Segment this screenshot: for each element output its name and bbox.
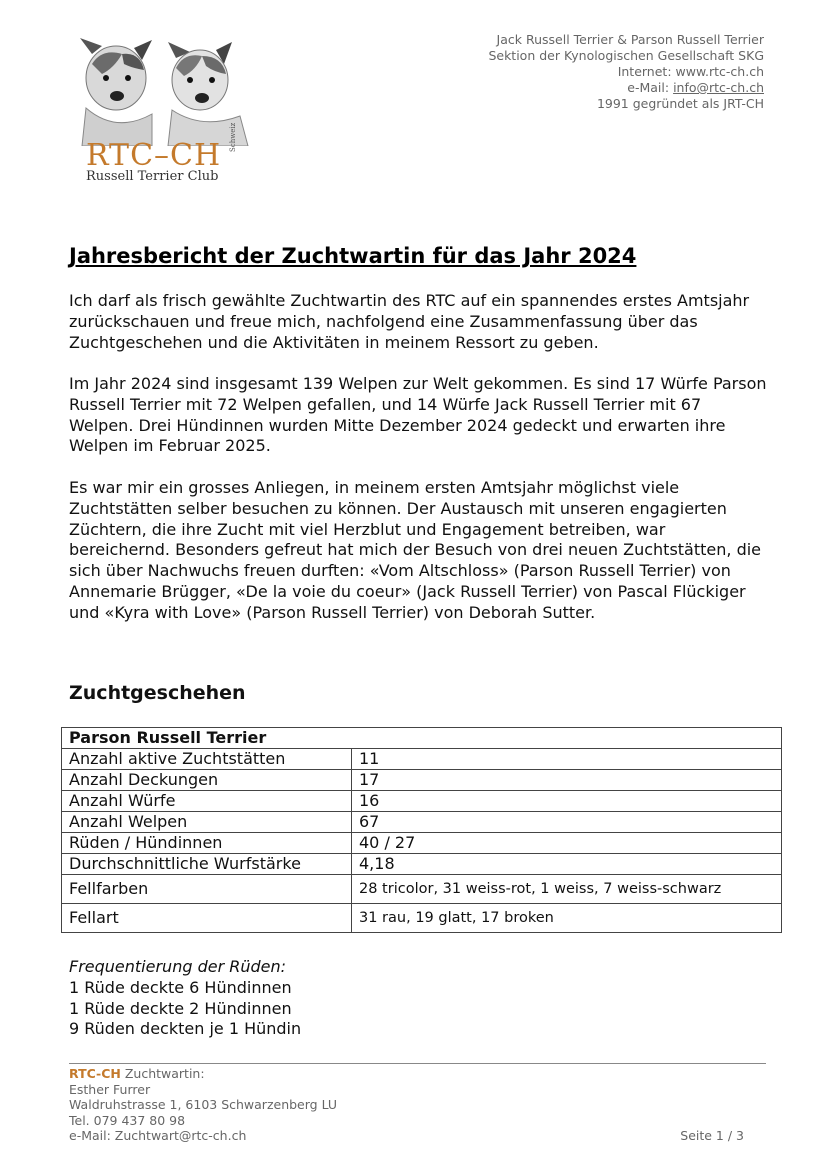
club-logo xyxy=(72,34,252,184)
table-row xyxy=(62,770,782,791)
report-title: Jahresbericht der Zuchtwartin für das Jahr 2024 xyxy=(69,244,637,268)
page-number: Seite 1 / 3 xyxy=(680,1128,744,1143)
breeding-stats-table xyxy=(61,727,782,933)
row-value: 28 tricolor, 31 weiss-rot, 1 weiss, 7 weiss-schwarz xyxy=(352,875,782,904)
header-email-link[interactable]: info@rtc-ch.ch xyxy=(673,80,764,95)
footer-contact xyxy=(69,1066,337,1144)
footer-email: e-Mail: Zuchtwart@rtc-ch.ch xyxy=(69,1128,247,1144)
row-value: 40 / 27 xyxy=(352,833,782,854)
row-value: 17 xyxy=(352,770,782,791)
row-value: 31 rau, 19 glatt, 17 broken xyxy=(352,904,782,933)
table-row xyxy=(62,875,782,904)
table-row xyxy=(62,833,782,854)
puppies-paragraph: Im Jahr 2024 sind insgesamt 139 Welpen zur Welt gekommen. Es sind 17 Würfe Parson Russell Terrier mit 72 Welpen gefallen, und 14 Würfe Jack Russell Terrier mit 67 Welpen. Drei Hündinnen wurden Mitte Dezember 2024 gedeckt und erwarten ihre Welpen im Februar 2025. xyxy=(69,374,767,456)
header-email-row xyxy=(488,80,764,96)
logo-country: Schweiz xyxy=(229,122,237,152)
table-row xyxy=(62,791,782,812)
section-title: Zuchtgeschehen xyxy=(69,682,246,704)
table-row xyxy=(62,854,782,875)
header-email-label: e-Mail: xyxy=(627,80,674,95)
visits-paragraph: Es war mir ein grosses Anliegen, in meinem ersten Amtsjahr möglichst viele Zuchtstätten selber besuchen zu können. Der Austausch mit unseren engagierten Züchtern, die ihre Zucht mit viel Herzblut und Engagement betreiben, war bereichernd. Besonders gefreut hat mich der Besuch von drei neuen Zuchtstätten, die sich über Nachwuchs freuen durften: «Vom Altschloss» (Parson Russell Terrier) von Annemarie Brügger, «De la voie du coeur» (Jack Russell Terrier) von Pascal Flückiger und «Kyra with Love» (Parson Russell Terrier) von Deborah Sutter. xyxy=(69,478,762,622)
footer-phone: Tel. 079 437 80 98 xyxy=(69,1112,186,1128)
frequency-title: Frequentierung der Rüden: xyxy=(69,957,287,976)
table-row xyxy=(62,904,782,933)
header-line: Sektion der Kynologischen Gesellschaft SKG xyxy=(488,48,764,63)
club-contact-header xyxy=(488,32,764,112)
logo-title: RTC–CH xyxy=(86,138,222,173)
frequency-line: 1 Rüde deckte 6 Hündinnen xyxy=(69,977,292,997)
table-heading-row xyxy=(62,728,782,749)
row-label: Fellfarben xyxy=(62,875,352,904)
header-website: Internet: www.rtc-ch.ch xyxy=(617,64,764,79)
footer-brand: RTC-CH xyxy=(69,1066,121,1081)
row-label: Fellart xyxy=(62,904,352,933)
row-value: 4,18 xyxy=(352,854,782,875)
frequency-line: 9 Rüden deckten je 1 Hündin xyxy=(69,1019,302,1039)
row-label: Anzahl Deckungen xyxy=(62,770,352,791)
header-founded: 1991 gegründet als JRT-CH xyxy=(596,96,764,111)
table-heading: Parson Russell Terrier xyxy=(62,728,782,749)
row-label: Anzahl Würfe xyxy=(62,791,352,812)
footer-name: Esther Furrer xyxy=(69,1081,151,1097)
row-value: 16 xyxy=(352,791,782,812)
row-value: 67 xyxy=(352,812,782,833)
terrier-dogs-illustration xyxy=(72,34,252,146)
table-row xyxy=(62,812,782,833)
stud-frequency xyxy=(69,957,301,1040)
footer-divider xyxy=(69,1063,766,1064)
footer-address: Waldruhstrasse 1, 6103 Schwarzenberg LU xyxy=(69,1097,338,1113)
logo-subtitle: Russell Terrier Club xyxy=(86,169,219,184)
footer-role: Zuchtwartin: xyxy=(120,1066,205,1081)
row-label: Anzahl Welpen xyxy=(62,812,352,833)
header-line: Jack Russell Terrier & Parson Russell Terrier xyxy=(496,32,764,47)
footer-role-row xyxy=(69,1066,337,1082)
row-label: Anzahl aktive Zuchtstätten xyxy=(62,749,352,770)
row-value: 11 xyxy=(352,749,782,770)
intro-paragraph: Ich darf als frisch gewählte Zuchtwartin des RTC auf ein spannendes erstes Amtsjahr zurückschauen und freue mich, nachfolgend eine Zusammenfassung über das Zuchtgeschehen und die Aktivitäten in meinem Ressort zu geben. xyxy=(69,291,750,352)
table-row xyxy=(62,749,782,770)
row-label: Durchschnittliche Wurfstärke xyxy=(62,854,352,875)
frequency-line: 1 Rüde deckte 2 Hündinnen xyxy=(69,998,292,1018)
row-label: Rüden / Hündinnen xyxy=(62,833,352,854)
